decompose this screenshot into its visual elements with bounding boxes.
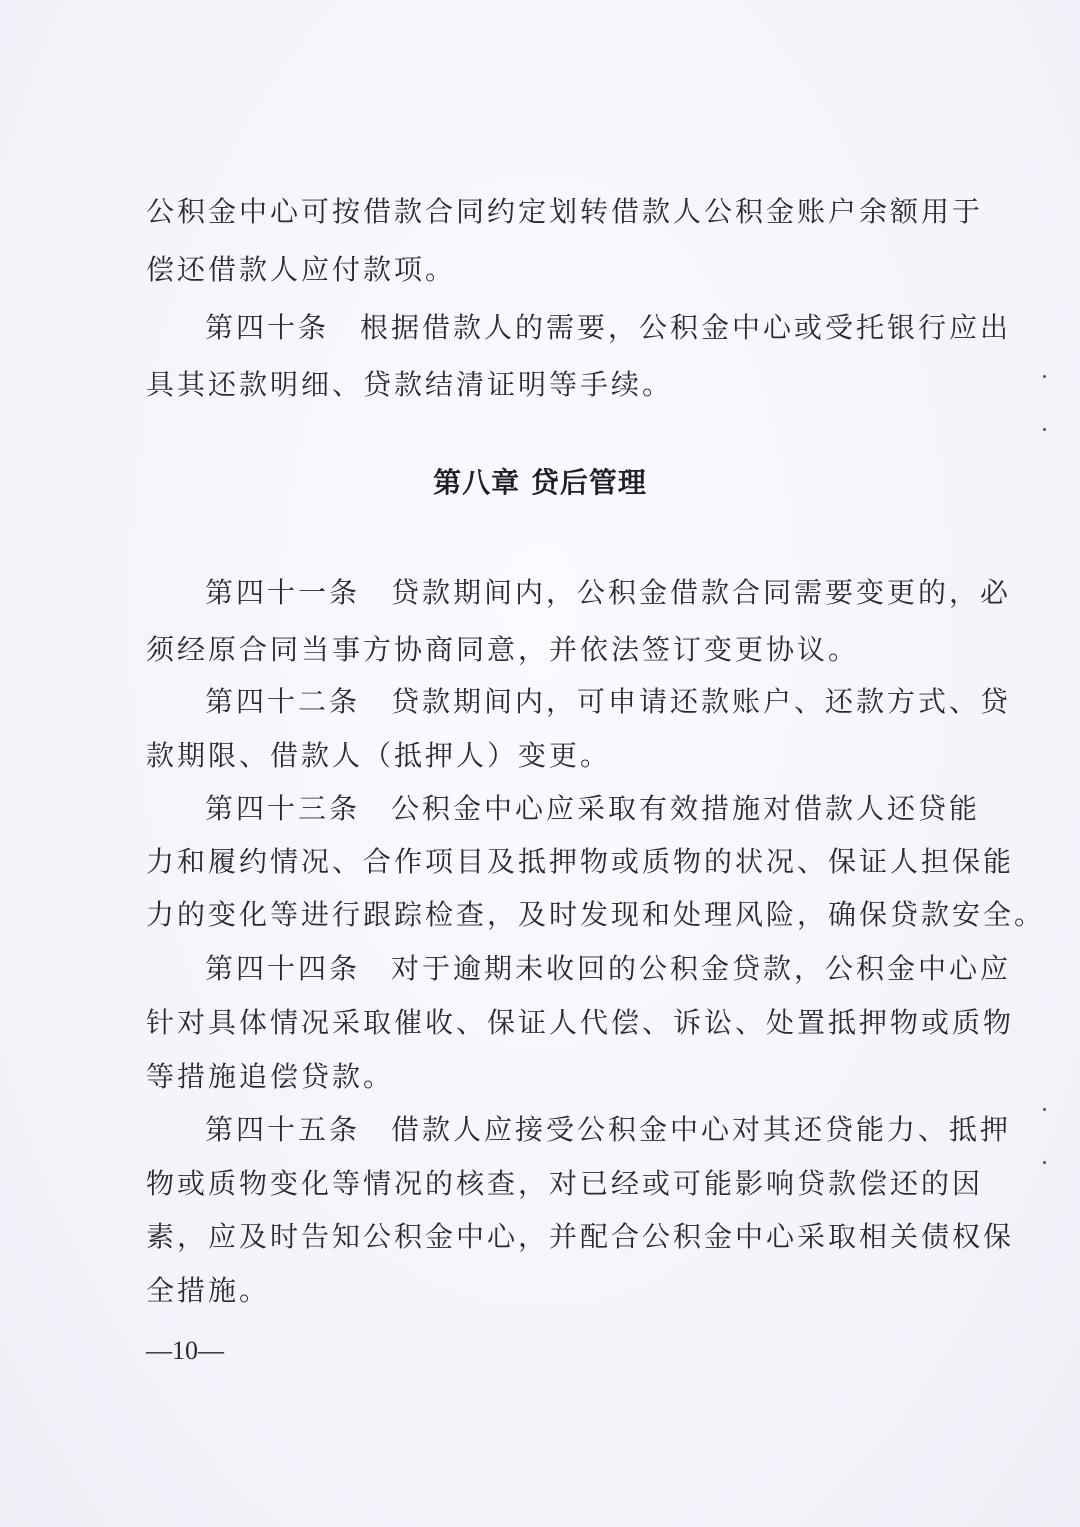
article-44-line-2: 针对具体情况采取催收、保证人代偿、诉讼、处置抵押物或质物 bbox=[146, 1006, 1015, 1039]
article-44-line-1: 第四十四条 对于逾期未收回的公积金贷款，公积金中心应 bbox=[205, 952, 1012, 985]
chapter-heading: 第八章 贷后管理 bbox=[433, 466, 647, 499]
article-42-line-1: 第四十二条 贷款期间内，可申请还款账户、还款方式、贷 bbox=[205, 685, 1012, 718]
article-43-line-2: 力和履约情况、合作项目及抵押物或质物的状况、保证人担保能 bbox=[146, 845, 1015, 878]
article-45-line-3: 素，应及时告知公积金中心，并配合公积金中心采取相关债权保 bbox=[146, 1220, 1015, 1253]
article-44-line-3: 等措施追偿贷款。 bbox=[146, 1060, 395, 1093]
article-40-line-2: 具其还款明细、贷款结清证明等手续。 bbox=[146, 368, 674, 401]
scan-speck bbox=[1043, 1161, 1046, 1164]
page-number: —10— bbox=[146, 1336, 224, 1365]
article-41-line-2: 须经原合同当事方协商同意，并依法签订变更协议。 bbox=[146, 633, 860, 666]
article-41-line-1: 第四十一条 贷款期间内，公积金借款合同需要变更的，必 bbox=[205, 576, 1012, 609]
article-43-line-1: 第四十三条 公积金中心应采取有效措施对借款人还贷能 bbox=[205, 792, 981, 825]
article-43-line-3: 力的变化等进行跟踪检查，及时发现和处理风险，确保贷款安全。 bbox=[146, 898, 1046, 931]
article-45-line-4: 全措施。 bbox=[146, 1274, 271, 1307]
scan-speck bbox=[1043, 375, 1046, 378]
paragraph-39-line-1: 公积金中心可按借款合同约定划转借款人公积金账户余额用于 bbox=[146, 195, 984, 228]
scan-speck bbox=[1043, 1108, 1046, 1111]
article-45-line-1: 第四十五条 借款人应接受公积金中心对其还贷能力、抵押 bbox=[205, 1113, 1012, 1146]
paragraph-39-line-2: 偿还借款人应付款项。 bbox=[146, 253, 457, 286]
scan-speck bbox=[1043, 428, 1046, 431]
article-45-line-2: 物或质物变化等情况的核查，对已经或可能影响贷款偿还的因 bbox=[146, 1167, 984, 1200]
article-40-line-1: 第四十条 根据借款人的需要，公积金中心或受托银行应出 bbox=[205, 311, 1012, 344]
article-42-line-2: 款期限、借款人（抵押人）变更。 bbox=[146, 739, 612, 772]
